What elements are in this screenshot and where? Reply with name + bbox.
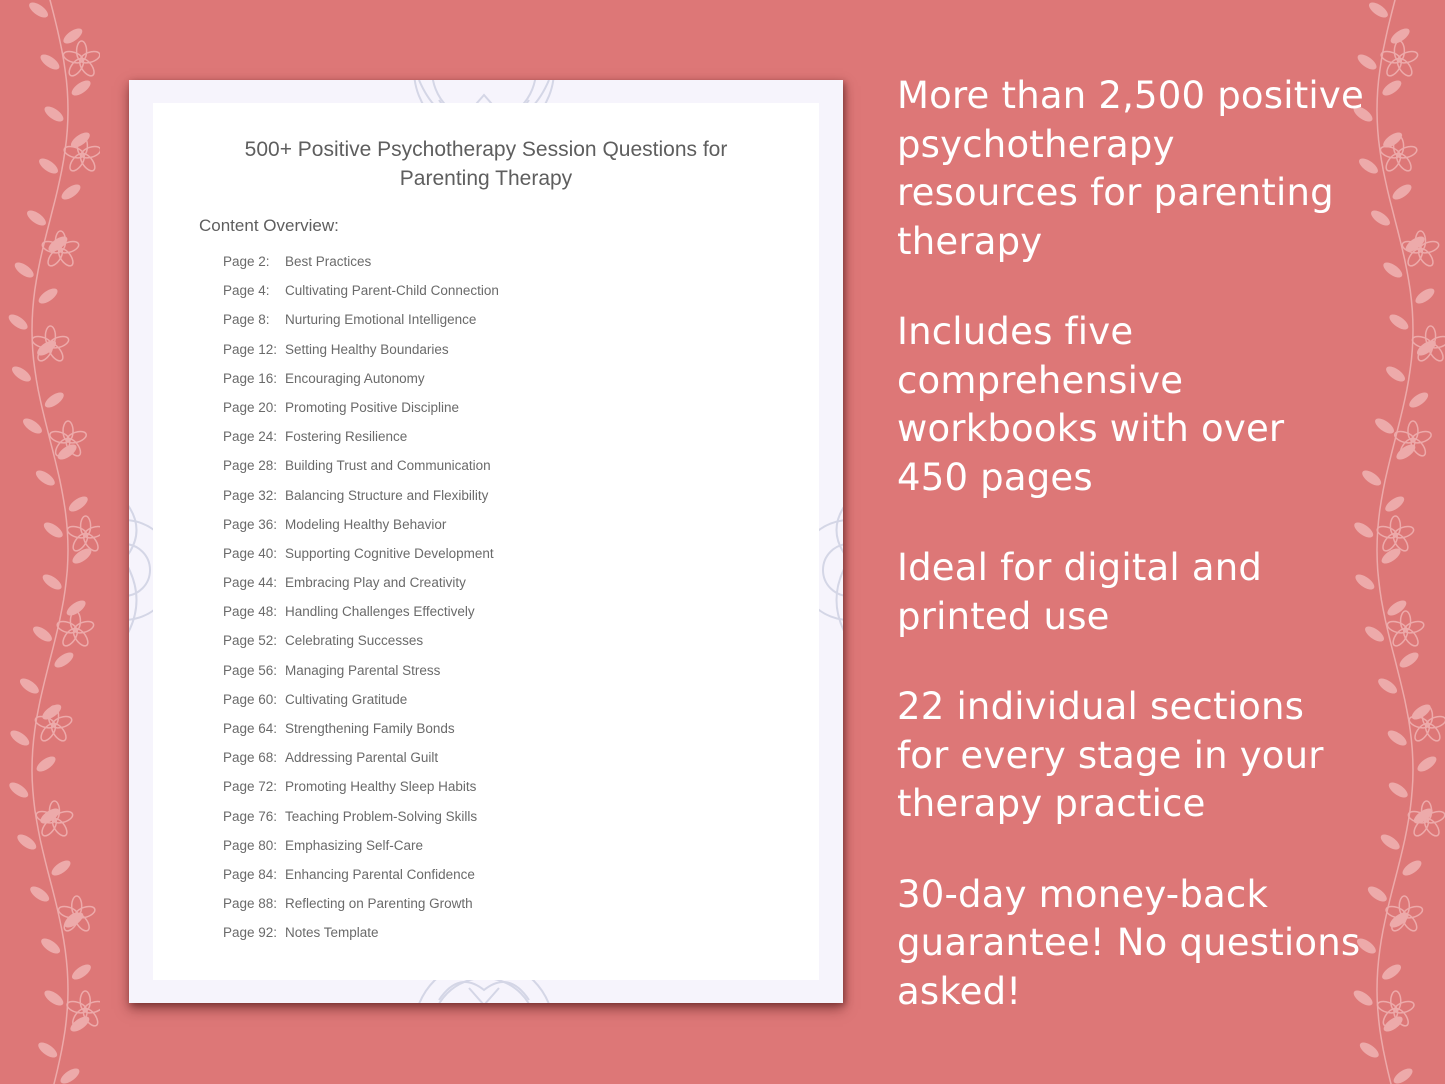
toc-page-number: Page 40: xyxy=(223,545,278,561)
toc-item xyxy=(223,254,499,283)
toc-page-number: Page 12: xyxy=(223,341,278,357)
toc-item xyxy=(223,809,499,838)
document-title-line-2: Parenting Therapy xyxy=(399,167,573,190)
toc-item xyxy=(223,604,499,633)
toc-item xyxy=(223,750,499,779)
toc-page-number: Page 24: xyxy=(223,429,278,445)
toc-item xyxy=(223,458,499,487)
toc-page-number: Page 68: xyxy=(223,750,278,766)
document-title xyxy=(153,135,819,193)
toc-item xyxy=(223,663,499,692)
toc-item xyxy=(223,342,499,371)
toc-page-number: Page 64: xyxy=(223,721,278,736)
toc-item xyxy=(223,633,499,662)
toc-topic: Best Practices xyxy=(285,254,372,269)
toc-page-number: Page 52: xyxy=(223,633,278,649)
toc-topic: Encouraging Autonomy xyxy=(285,370,425,386)
toc-item xyxy=(223,838,499,867)
toc-page-number: Page 60: xyxy=(223,691,278,707)
toc-page-number: Page 84: xyxy=(223,866,278,882)
feature-item: More than 2,500 positive psychotherapy resources for parenting therapy xyxy=(897,74,1364,263)
table-of-contents xyxy=(223,254,499,955)
floral-vine-left-icon xyxy=(0,0,100,1084)
toc-topic: Promoting Positive Discipline xyxy=(285,399,460,415)
toc-topic: Teaching Problem-Solving Skills xyxy=(285,808,478,824)
toc-item xyxy=(223,896,499,925)
feature-item: Includes five comprehensive workbooks with over 450 pages xyxy=(897,310,1285,499)
toc-topic: Balancing Structure and Flexibility xyxy=(285,487,489,503)
toc-topic: Celebrating Successes xyxy=(285,633,424,649)
toc-topic: Reflecting on Parenting Growth xyxy=(285,896,473,912)
toc-page-number: Page 8: xyxy=(223,312,270,328)
toc-page-number: Page 28: xyxy=(223,458,278,474)
document-sheet xyxy=(153,103,819,980)
toc-item xyxy=(223,925,499,954)
toc-topic: Modeling Healthy Behavior xyxy=(285,516,447,532)
toc-page-number: Page 44: xyxy=(223,575,278,591)
toc-item xyxy=(223,400,499,429)
toc-item xyxy=(223,517,499,546)
toc-page-number: Page 16: xyxy=(223,370,278,386)
feature-item: Ideal for digital and printed use xyxy=(897,546,1263,638)
toc-topic: Cultivating Parent-Child Connection xyxy=(285,283,499,299)
toc-topic: Nurturing Emotional Intelligence xyxy=(285,312,477,328)
document-title-line-1: 500+ Positive Psychotherapy Session Questions for xyxy=(244,138,728,161)
toc-item xyxy=(223,283,499,312)
toc-topic: Emphasizing Self-Care xyxy=(285,837,424,853)
mandala-icon xyxy=(819,460,843,680)
toc-topic: Cultivating Gratitude xyxy=(285,691,408,707)
content-overview-label: Content Overview: xyxy=(199,216,339,235)
toc-page-number: Page 48: xyxy=(223,604,278,620)
toc-topic: Building Trust and Communication xyxy=(285,458,491,474)
toc-page-number: Page 4: xyxy=(223,283,270,299)
toc-topic: Promoting Healthy Sleep Habits xyxy=(285,779,477,795)
toc-page-number: Page 88: xyxy=(223,896,278,912)
toc-topic: Embracing Play and Creativity xyxy=(285,575,466,591)
feature-item: 30-day money-back guarantee! No questions asked! xyxy=(897,872,1361,1013)
toc-item xyxy=(223,692,499,721)
toc-page-number: Page 76: xyxy=(223,808,278,824)
feature-list xyxy=(897,72,1367,1058)
toc-topic: Fostering Resilience xyxy=(285,429,408,445)
toc-topic: Enhancing Parental Confidence xyxy=(285,866,475,882)
toc-item xyxy=(223,371,499,400)
toc-page-number: Page 32: xyxy=(223,487,278,503)
toc-item xyxy=(223,721,499,750)
toc-topic: Strengthening Family Bonds xyxy=(285,721,455,736)
mandala-icon xyxy=(129,460,154,680)
toc-item xyxy=(223,429,499,458)
toc-page-number: Page 56: xyxy=(223,662,278,678)
feature-item: 22 individual sections for every stage in your therapy practice xyxy=(897,685,1324,825)
toc-page-number: Page 36: xyxy=(223,516,278,532)
toc-page-number: Page 2: xyxy=(223,254,270,269)
toc-topic: Handling Challenges Effectively xyxy=(285,604,475,620)
toc-item xyxy=(223,546,499,575)
toc-topic: Managing Parental Stress xyxy=(285,662,441,678)
toc-page-number: Page 72: xyxy=(223,779,278,795)
toc-item xyxy=(223,867,499,896)
document-preview-page xyxy=(129,80,843,1003)
toc-item xyxy=(223,488,499,517)
toc-topic: Setting Healthy Boundaries xyxy=(285,341,449,357)
toc-page-number: Page 80: xyxy=(223,837,278,853)
toc-page-number: Page 92: xyxy=(223,925,278,941)
toc-topic: Notes Template xyxy=(285,925,379,941)
toc-page-number: Page 20: xyxy=(223,399,278,415)
toc-topic: Addressing Parental Guilt xyxy=(285,750,439,766)
toc-topic: Supporting Cognitive Development xyxy=(285,545,494,561)
toc-item xyxy=(223,575,499,604)
toc-item xyxy=(223,312,499,341)
toc-item xyxy=(223,779,499,808)
